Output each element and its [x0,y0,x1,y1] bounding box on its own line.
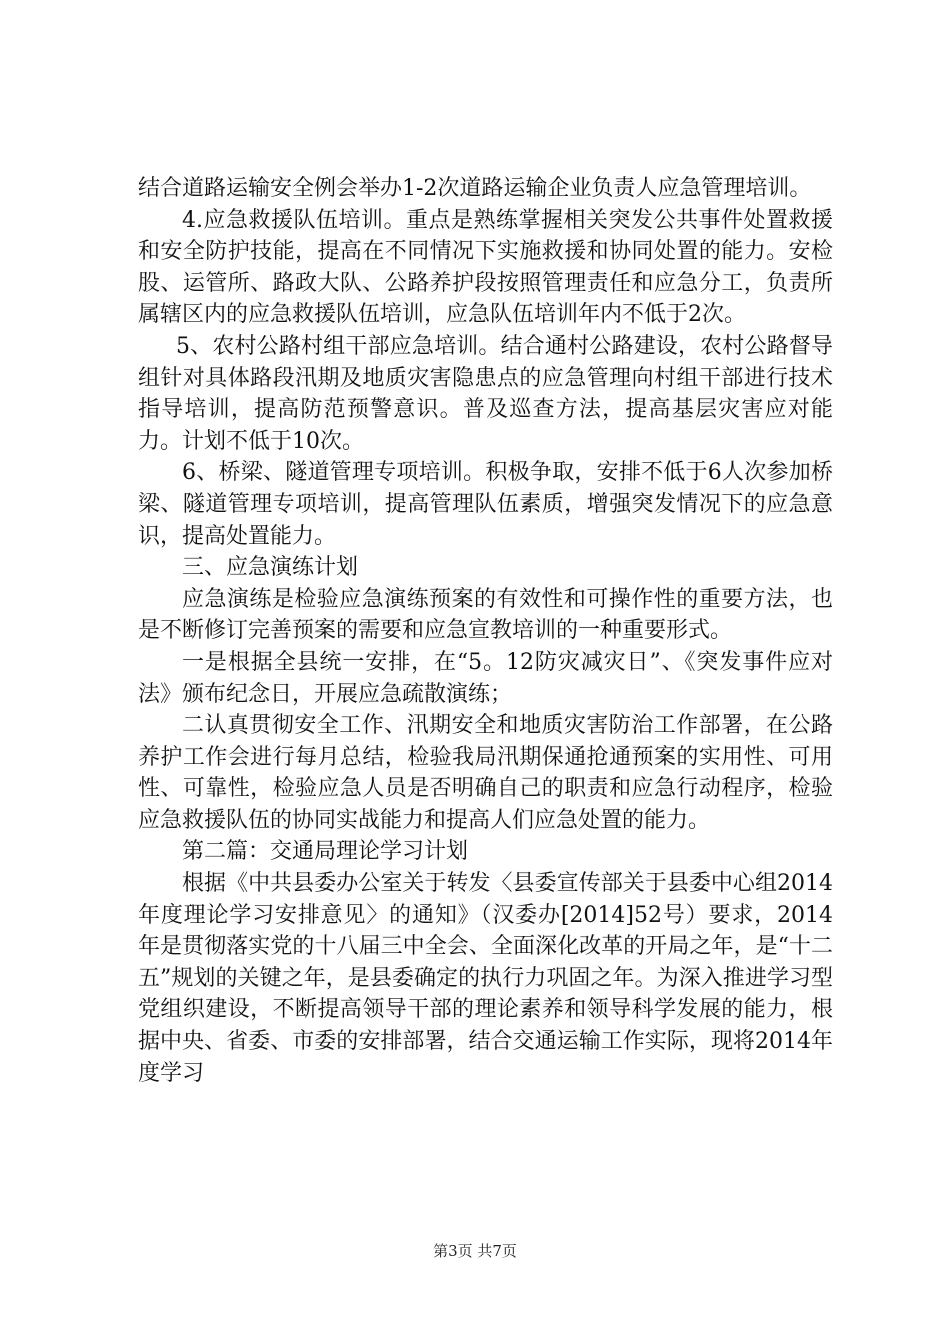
section-heading-drill-plan: 三、应急演练计划 [182,555,359,581]
paragraph-drill-intro: 应急演练是检验应急演练预案的有效性和可操作性的重要方法，也是不断修订完善预案的需要和应急宣教培训的一种重要形式。 [138,586,833,644]
paragraph-village-cadre-training: 5、农村公路村组干部应急培训。结合通村公路建设，农村公路督导组针对具体路段汛期及地质灾害隐患点的应急管理向村组干部进行技术指导培训，提高防范预警意识。普及巡查方法，提高基层灾害应对能力。计划不低于10次。 [138,333,833,454]
page-number-footer: 第3页 共7页 [433,1242,517,1260]
paragraph-study-plan-intro: 根据《中共县委办公室关于转发〈县委宣传部关于县委中心组2014年度理论学习安排意见〉的通知》（汉委办[2014]52号）要求，2014年是贯彻落实党的十八届三中全会、全面深化改革的开局之年，是“十二五”规划的关键之年，是县委确定的执行力巩固之年。为深入推进学习型党组织建设，不断提高领导干部的理论素养和领导科学发展的能力，根据中央、省委、市委的安排部署，结合交通运输工作实际，现将2014年度学习 [138,871,833,1086]
section-heading-part-two: 第二篇：交通局理论学习计划 [182,839,469,865]
paragraph-rescue-team-training: 4.应急救援队伍培训。重点是熟练掌握相关突发公共事件处置救援和安全防护技能，提高在不同情况下实施救援和协同处置的能力。安检股、运管所、路政大队、公路养护段按照管理责任和应急分工，负责所属辖区内的应急救援队伍培训，应急队伍培训年内不低于2次。 [138,207,833,328]
document-body [138,173,833,1089]
paragraph-bridge-tunnel-training: 6、桥梁、隧道管理专项培训。积极争取，安排不低于6人次参加桥梁、隧道管理专项培训，提高管理队伍素质，增强突发情况下的应急意识，提高处置能力。 [138,460,833,549]
paragraph-drill-item-two: 二认真贯彻安全工作、汛期安全和地质灾害防治工作部署，在公路养护工作会进行每月总结，检验我局汛期保通抢通预案的实用性、可用性、可靠性，检验应急人员是否明确自己的职责和应急行动程序，检验应急救援队伍的协同实战能力和提高人们应急处置的能力。 [138,713,833,833]
paragraph-training-continuation: 结合道路运输安全例会举办1-2次道路运输企业负责人应急管理培训。 [138,176,812,201]
paragraph-drill-item-one: 一是根据全县统一安排，在“5。12防灾减灾日”、《突发事件应对法》颁布纪念日，开展应急疏散演练； [138,649,833,707]
